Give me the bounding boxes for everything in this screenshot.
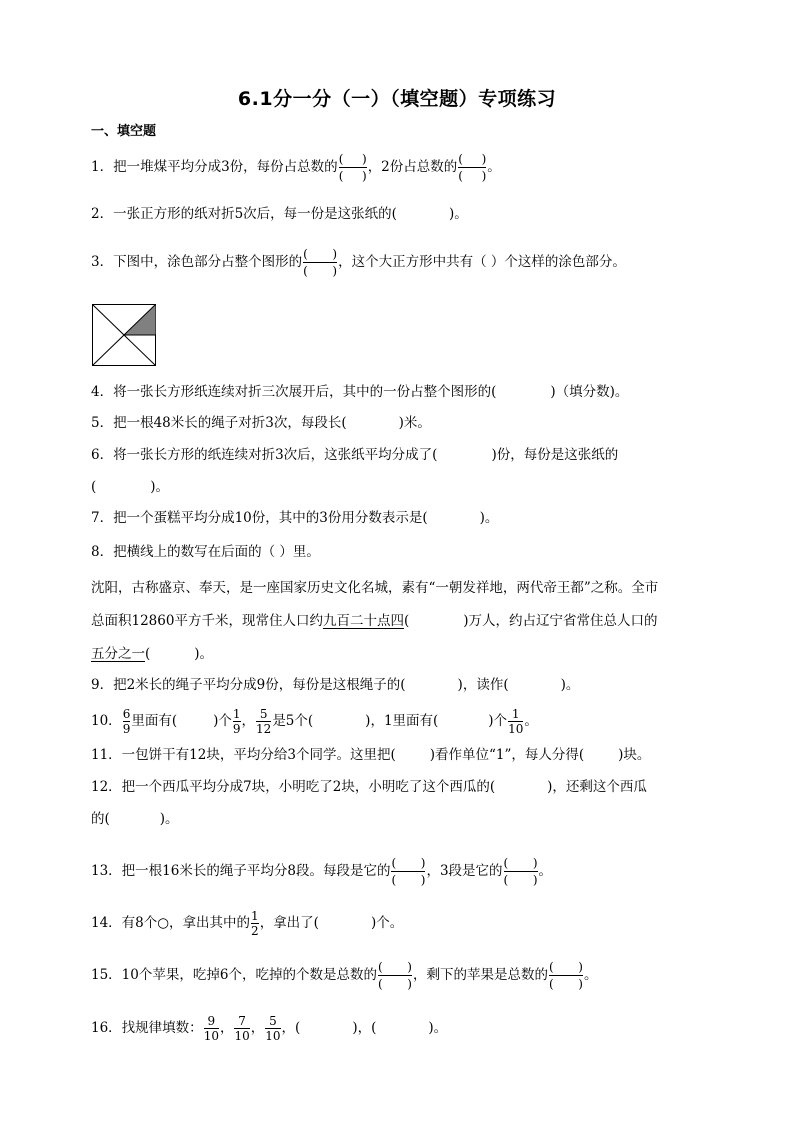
page-title: 6.1分一分（一）（填空题）专项练习 bbox=[237, 88, 557, 110]
blank-fraction[interactable]: ( ) ( ) bbox=[338, 152, 367, 183]
square-figure bbox=[92, 304, 156, 366]
question-6: 6．将一张长方形的纸连续对折3次后，这张纸平均分成了( )份，每份是这张纸的 bbox=[91, 447, 619, 463]
underlined-number: 五分之一 bbox=[91, 646, 145, 662]
question-15: 15．10个苹果，吃掉6个，吃掉的个数是总数的 ( ) ( ) ，剩下的苹果是总数的 ( ) ( ) 。 bbox=[91, 960, 598, 991]
question-7: 7．把一个蛋糕平均分成10份，其中的3份用分数表示是( )。 bbox=[91, 510, 499, 526]
fraction: $\frac{9}{10}$ bbox=[203, 1014, 219, 1043]
question-10: 10． $\frac{6}{9}$ 里面有( )个 $\frac{1}{9}$ ， $\frac{5}{12}$ 是5个( )，1里面有( )个 $\frac{1}{10}$ 。 bbox=[91, 707, 538, 736]
blank-fraction[interactable]: ( ) ( ) bbox=[458, 152, 487, 183]
question-8-paragraph-3: 五分之一( )。 bbox=[91, 646, 214, 662]
question-6-cont: ( )。 bbox=[91, 479, 170, 495]
question-3: 3．下图中，涂色部分占整个图形的 ( ) ( ) ，这个大正方形中共有（ ）个这样的涂色部分。 bbox=[91, 247, 626, 278]
blank-fraction[interactable]: ( ) ( ) bbox=[548, 960, 583, 991]
question-14: 14．有8个○，拿出其中的 $\frac{1}{2}$ ，拿出了( )个。 bbox=[91, 909, 404, 938]
question-8: 8．把横线上的数写在后面的（ ）里。 bbox=[91, 544, 320, 560]
fraction: $\frac{6}{9}$ bbox=[122, 707, 131, 736]
question-8-paragraph-1: 沈阳，古称盛京、奉天，是一座国家历史文化名城，素有“一朝发祥地，两代帝王都”之称。全市 bbox=[91, 580, 659, 596]
blank-fraction[interactable]: ( ) ( ) bbox=[303, 247, 338, 278]
fraction: $\frac{7}{10}$ bbox=[234, 1014, 250, 1043]
fraction: $\frac{1}{10}$ bbox=[508, 707, 524, 736]
question-4: 4．将一张长方形纸连续对折三次展开后，其中的一份占整个图形的( )（填分数)。 bbox=[91, 384, 629, 400]
underlined-number: 九百二十点四 bbox=[322, 613, 404, 629]
question-12: 12．把一个西瓜平均分成7块，小明吃了2块，小明吃了这个西瓜的( )，还剩这个西瓜 bbox=[91, 779, 647, 795]
fraction: $\frac{1}{2}$ bbox=[251, 909, 259, 938]
section-heading: 一、填空题 bbox=[91, 124, 157, 139]
fraction: $\frac{1}{9}$ bbox=[232, 707, 241, 736]
question-9: 9．把2米长的绳子平均分成9份，每份是这根绳子的( )，读作( )。 bbox=[91, 677, 580, 693]
fraction: $\frac{5}{10}$ bbox=[265, 1014, 281, 1043]
question-12-cont: 的( )。 bbox=[91, 811, 179, 827]
question-2: 2．一张正方形的纸对折5次后，每一份是这张纸的( )。 bbox=[91, 206, 468, 222]
blank-fraction[interactable]: ( ) ( ) bbox=[503, 856, 538, 887]
fraction: $\frac{5}{12}$ bbox=[256, 707, 272, 736]
blank-fraction[interactable]: ( ) ( ) bbox=[377, 960, 412, 991]
question-11: 11．一包饼干有12块，平均分给3个同学。这里把( )看作单位“1”，每人分得( )块。 bbox=[91, 747, 651, 763]
question-8-paragraph-2: 总面积12860平方千米，现常住人口约九百二十点四( )万人，约占辽宁省常住总人口的 bbox=[91, 613, 658, 629]
question-1: 1．把一堆煤平均分成3份，每份占总数的 ( ) ( ) ，2份占总数的 ( ) ( ) 。 bbox=[91, 152, 501, 183]
question-13: 13．把一根16米长的绳子平均分8段。每段是它的 ( ) ( ) ，3段是它的 ( ) ( ) 。 bbox=[91, 856, 553, 887]
question-5: 5．把一根48米长的绳子对折3次，每段长( )米。 bbox=[91, 415, 431, 431]
question-16: 16．找规律填数： $\frac{9}{10}$ ， $\frac{7}{10}$ ， $\frac{5}{10}$ ，( )，( )。 bbox=[91, 1014, 448, 1043]
blank-fraction[interactable]: ( ) ( ) bbox=[391, 856, 426, 887]
